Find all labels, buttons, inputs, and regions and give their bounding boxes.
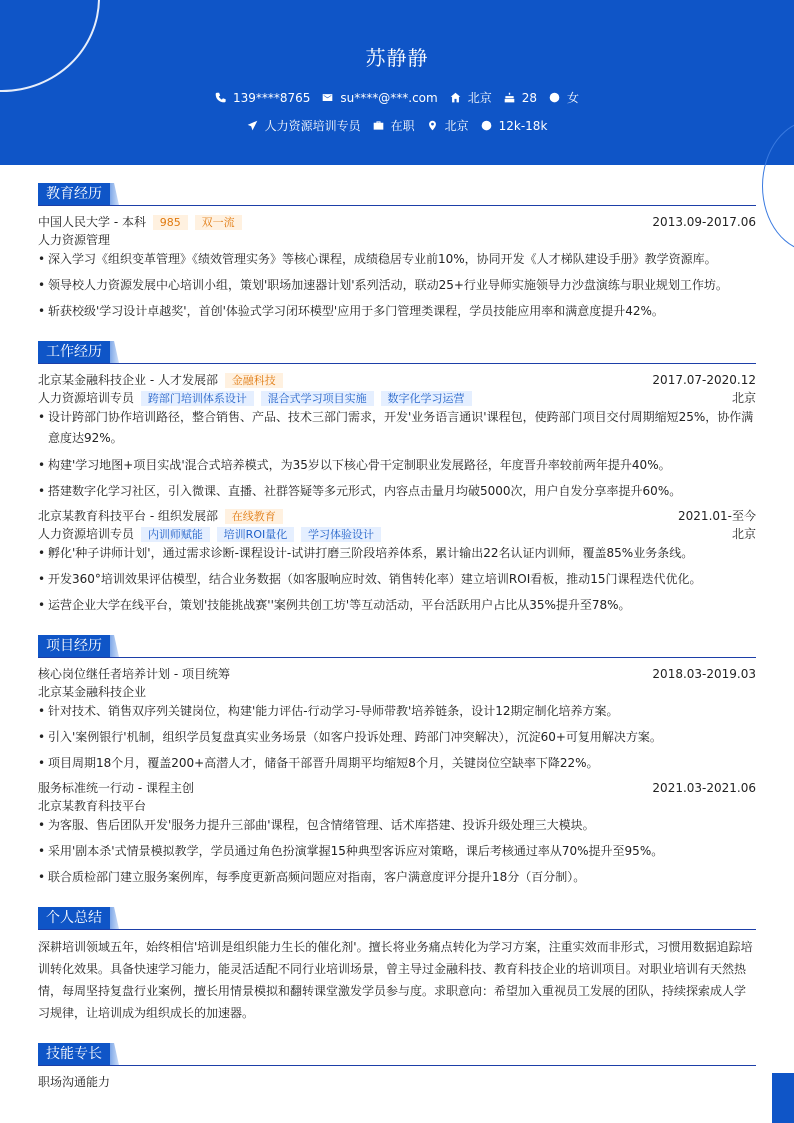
education-heading bbox=[38, 213, 756, 231]
project-date: 2021.03-2021.06 bbox=[652, 781, 756, 795]
job-city: 北京 bbox=[731, 527, 756, 541]
send-icon bbox=[247, 120, 258, 131]
project-date: 2018.03-2019.03 bbox=[652, 667, 756, 681]
skill-tag: 混合式学习项目实施 bbox=[261, 391, 374, 406]
section-header bbox=[38, 635, 756, 658]
job-date: 2021.01-至今 bbox=[678, 509, 756, 523]
list-item: • 项目周期18个月，覆盖200+高潜人才，储备干部晋升周期平均缩短8个月，关键岗位空缺率下降22%。 bbox=[38, 753, 756, 774]
job-heading bbox=[38, 371, 756, 389]
age-info: 28 bbox=[504, 91, 537, 105]
list-item: • 孵化'种子讲师计划'，通过需求诊断-课程设计-试讲打磨三阶段培养体系，累计输出22名认证内训师，覆盖85%业务条线。 bbox=[38, 543, 756, 564]
section-title: 工作经历 bbox=[38, 341, 110, 363]
school-tag: 985 bbox=[153, 215, 188, 230]
summary-line: 深耕培训领域五年，始终相信'培训是组织能力生长的催化剂'。擅长将业务痛点转化为学习方案，注重实效而非形式，习惯用数据追踪培 bbox=[38, 940, 753, 954]
project-section bbox=[38, 635, 756, 884]
list-item: • 构建'学习地图+项目实战'混合式培养模式，为35岁以下核心骨干定制职业发展路径，年度晋升率较前两年提升40%。 bbox=[38, 455, 756, 476]
decorative-tab bbox=[772, 1073, 794, 1123]
phone-info: 139****8765 bbox=[215, 91, 310, 105]
candidate-name: 苏静静 bbox=[365, 46, 429, 70]
skill-item: 职场沟通能力 bbox=[38, 1075, 111, 1089]
list-item: • 领导校人力资源发展中心培训小组，策划'职场加速器计划'系列活动，联动25+行业导师实施领导力沙盘演练与职业规划工作坊。 bbox=[38, 275, 756, 296]
status-info: 在职 bbox=[373, 117, 415, 134]
school-name: 中国人民大学 - 本科 bbox=[38, 215, 146, 229]
list-item: • 设计跨部门协作培训路径，整合销售、产品、技术三部门需求，开发'业务语言通识'课程包，使跨部门项目交付周期缩短25%，协作满意度达92%。 bbox=[38, 407, 756, 449]
summary-section bbox=[38, 907, 756, 1020]
project-title: 服务标准统一行动 - 课程主创 bbox=[38, 781, 194, 795]
section-header bbox=[38, 907, 756, 930]
gender-info: 女 bbox=[549, 89, 579, 106]
project-heading bbox=[38, 779, 756, 797]
company-name: 北京某教育科技平台 - 组织发展部 bbox=[38, 509, 218, 523]
list-item: • 开发360°培训效果评估模型，结合业务数据（如客服响应时效、销售转化率）建立培训ROI看板，推动15门课程迭代优化。 bbox=[38, 569, 756, 590]
phone-icon bbox=[215, 92, 226, 103]
resume-header bbox=[0, 0, 794, 165]
section-title: 技能专长 bbox=[38, 1043, 110, 1065]
list-item: • 运营企业大学在线平台，策划'技能挑战赛''案例共创工坊'等互动活动，平台活跃用户占比从35%提升至78%。 bbox=[38, 595, 756, 616]
home-icon bbox=[450, 92, 461, 103]
section-header bbox=[38, 1043, 756, 1066]
section-header bbox=[38, 341, 756, 364]
section-title: 教育经历 bbox=[38, 183, 110, 205]
job-role-row bbox=[38, 389, 756, 407]
salary-icon bbox=[481, 120, 492, 131]
location-icon bbox=[427, 120, 438, 131]
industry-tag: 在线教育 bbox=[225, 509, 283, 524]
job-info-row bbox=[0, 117, 794, 134]
position-info: 人力资源培训专员 bbox=[247, 117, 361, 134]
job-heading bbox=[38, 507, 756, 525]
major: 人力资源管理 bbox=[38, 233, 111, 247]
skill-tag: 培训ROI量化 bbox=[217, 527, 295, 542]
project-heading bbox=[38, 665, 756, 683]
work-section bbox=[38, 341, 756, 612]
skill-tag: 数字化学习运营 bbox=[381, 391, 472, 406]
project-org: 北京某金融科技企业 bbox=[38, 685, 147, 699]
section-header bbox=[38, 183, 756, 206]
list-item: • 针对技术、销售双序列关键岗位，构建'能力评估-行动学习-导师带教'培养链条，设计12期定制化培养方案。 bbox=[38, 701, 756, 722]
list-item: • 为客服、售后团队开发'服务力提升三部曲'课程，包含情绪管理、话术库搭建、投诉升级处理三大模块。 bbox=[38, 815, 756, 836]
industry-tag: 金融科技 bbox=[225, 373, 283, 388]
contact-row bbox=[0, 89, 794, 106]
salary-info: 12k-18k bbox=[481, 119, 548, 133]
section-title: 个人总结 bbox=[38, 907, 110, 929]
gender-icon bbox=[549, 92, 560, 103]
job-role: 人力资源培训专员 bbox=[38, 391, 135, 405]
skill-tag: 跨部门培训体系设计 bbox=[141, 391, 254, 406]
summary-line: 习规律，让培训成为组织成长的加速器。 bbox=[38, 1006, 255, 1020]
list-item: • 采用'剧本杀'式情景模拟教学，学员通过角色扮演掌握15种典型客诉应对策略，课后考核通过率从70%提升至95%。 bbox=[38, 841, 756, 862]
email-info: su****@***.com bbox=[322, 91, 437, 105]
list-item: • 引入'案例银行'机制，组织学员复盘真实业务场景（如客户投诉处理、跨部门冲突解决），沉淀60+可复用解决方案。 bbox=[38, 727, 756, 748]
summary-line: 情，每周坚持复盘行业案例，擅长用情景模拟和翻转课堂激发学员参与度。求职意向：希望加入重视员工发展的团队，持续探索成人学 bbox=[38, 984, 747, 998]
cake-icon bbox=[504, 92, 515, 103]
home-info: 北京 bbox=[450, 89, 492, 106]
project-title: 核心岗位继任者培养计划 - 项目统筹 bbox=[38, 667, 230, 681]
mail-icon bbox=[322, 92, 333, 103]
list-item: • 深入学习《组织变革管理》《绩效管理实务》等核心课程，成绩稳居专业前10%，协同开发《人才梯队建设手册》教学资源库。 bbox=[38, 249, 756, 270]
project-org: 北京某教育科技平台 bbox=[38, 799, 147, 813]
city-info: 北京 bbox=[427, 117, 469, 134]
list-item: • 联合质检部门建立服务案例库，每季度更新高频问题应对指南，客户满意度评分提升18分（百分制）。 bbox=[38, 867, 756, 888]
section-title: 项目经历 bbox=[38, 635, 110, 657]
skills-section bbox=[38, 1043, 756, 1089]
job-city: 北京 bbox=[731, 391, 756, 405]
job-role: 人力资源培训专员 bbox=[38, 527, 135, 541]
status-icon bbox=[373, 120, 384, 131]
job-role-row bbox=[38, 525, 756, 543]
summary-line: 训转化效果。具备快速学习能力，能灵活适配不同行业培训场景，曾主导过金融科技、教育科技企业的培训项目。对职业培训有天然热 bbox=[38, 962, 747, 976]
job-date: 2017.07-2020.12 bbox=[652, 373, 756, 387]
list-item: • 斩获校级'学习设计卓越奖'，首创'体验式学习闭环模型'应用于多门管理类课程，学员技能应用率和满意度提升42%。 bbox=[38, 301, 756, 322]
school-tag: 双一流 bbox=[195, 215, 242, 230]
skill-tag: 学习体验设计 bbox=[301, 527, 381, 542]
education-date: 2013.09-2017.06 bbox=[652, 215, 756, 229]
education-section bbox=[38, 183, 756, 318]
company-name: 北京某金融科技企业 - 人才发展部 bbox=[38, 373, 218, 387]
skill-tag: 内训师赋能 bbox=[141, 527, 210, 542]
list-item: • 搭建数字化学习社区，引入微课、直播、社群答疑等多元形式，内容点击量月均破5000次，用户自发分享率提升60%。 bbox=[38, 481, 756, 502]
